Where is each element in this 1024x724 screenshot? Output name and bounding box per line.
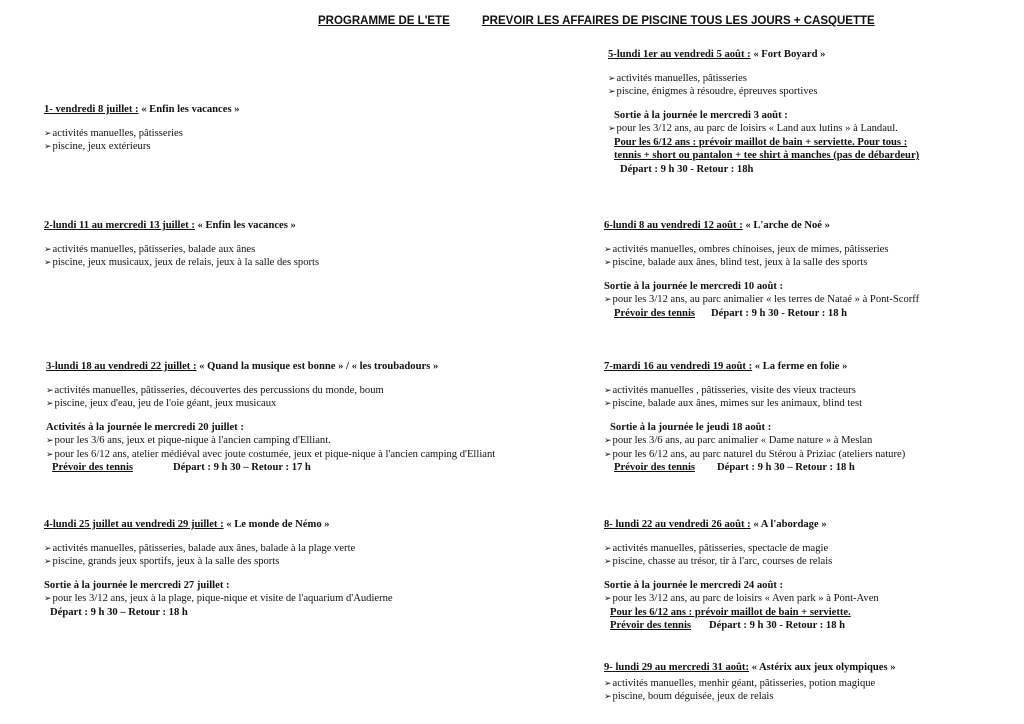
week-title: 7-mardi 16 au vendredi 19 août : « La ferme en folie » <box>604 361 848 372</box>
pool-reminder: PREVOIR LES AFFAIRES DE PISCINE TOUS LES JOURS + CASQUETTE <box>482 15 875 27</box>
list-item: ➢ piscine, énigmes à résoudre, épreuves sportives <box>608 85 1023 99</box>
week-8 <box>604 518 1019 633</box>
list-item: ➢ pour les 3/12 ans, au parc de loisirs « Land aux lutins » à Landaul. <box>608 122 1023 136</box>
list-item: ➢ pour les 3/6 ans, au parc animalier « Dame nature » à Meslan <box>604 434 1019 448</box>
list-item: ➢ activités manuelles, pâtisseries, découvertes des percussions du monde, boum <box>46 384 586 398</box>
practical-info: Prévoir des tennis Départ : 9 h 30 – Retour : 17 h <box>52 462 311 473</box>
list-item: ➢ piscine, jeux musicaux, jeux de relais, jeux à la salle des sports <box>44 256 584 270</box>
practical-info: Prévoir des tennis Départ : 9 h 30 – Retour : 18 h <box>614 462 855 473</box>
week-title: 2-lundi 11 au mercredi 13 juillet : « Enfin les vacances » <box>44 220 296 231</box>
list-item: ➢ piscine, balade aux ânes, mimes sur les animaux, blind test <box>604 397 1019 411</box>
list-item: ➢ activités manuelles, pâtisseries <box>608 72 1023 86</box>
list-item: ➢ pour les 3/12 ans, au parc animalier « les terres de Nataé » à Pont-Scorff <box>604 293 1019 307</box>
week-title: 4-lundi 25 juillet au vendredi 29 juillet : « Le monde de Némo » <box>44 519 330 530</box>
practical-info: Départ : 9 h 30 – Retour : 18 h <box>50 606 188 618</box>
practical-info: Départ : 9 h 30 - Retour : 18h <box>620 163 754 175</box>
week-title: 8- lundi 22 au vendredi 26 août : « A l'abordage » <box>604 519 827 530</box>
list-item: ➢ activités manuelles, pâtisseries, balade aux ânes, balade à la plage verte <box>44 542 584 556</box>
list-item: ➢ pour les 6/12 ans, au parc naturel du Stérou à Priziac (ateliers nature) <box>604 448 1019 462</box>
right-column <box>604 0 1019 724</box>
week-title: 6-lundi 8 au vendredi 12 août : « L'arche de Noé » <box>604 220 830 231</box>
week-7 <box>604 360 1019 475</box>
clothing-note: tennis + short ou pantalon + tee shirt à manches (pas de débardeur) <box>614 150 920 161</box>
outing-title: Sortie à la journée le mercredi 10 août : <box>604 280 784 292</box>
list-item: ➢ activités manuelles , pâtisseries, visite des vieux tracteurs <box>604 384 1019 398</box>
week-title: 1- vendredi 8 juillet : « Enfin les vacances » <box>44 104 240 115</box>
week-6 <box>604 219 1019 320</box>
week-2 <box>44 219 584 270</box>
week-4 <box>44 518 584 619</box>
practical-info: Prévoir des tennis Départ : 9 h 30 - Retour : 18 h <box>610 620 846 631</box>
week-3 <box>46 360 586 475</box>
week-1 <box>44 103 584 154</box>
list-item: ➢ piscine, grands jeux sportifs, jeux à la salle des sports <box>44 555 584 569</box>
program-title: PROGRAMME DE L'ETE <box>318 15 450 27</box>
outing-title: Sortie à la journée le jeudi 18 août : <box>610 421 772 433</box>
list-item: ➢ pour les 3/12 ans, jeux à la plage, pique-nique et visite de l'aquarium d'Audierne <box>44 592 584 606</box>
week-title: 3-lundi 18 au vendredi 22 juillet : « Quand la musique est bonne » / « les troubadours » <box>46 361 439 372</box>
list-item: ➢ activités manuelles, pâtisseries, spectacle de magie <box>604 542 1019 556</box>
swim-note: Pour les 6/12 ans : prévoir maillot de bain + serviette. <box>610 606 851 618</box>
outing-title: Sortie à la journée le mercredi 24 août : <box>604 579 784 591</box>
list-item: ➢ piscine, balade aux ânes, blind test, jeux à la salle des sports <box>604 256 1019 270</box>
week-title: 9- lundi 29 au mercredi 31 août: « Astérix aux jeux olympiques » <box>604 662 896 673</box>
list-item: ➢ pour les 3/6 ans, jeux et pique-nique à l'ancien camping d'Elliant. <box>46 434 586 448</box>
list-item: ➢ activités manuelles, menhir géant, pâtisseries, potion magique <box>604 677 1019 691</box>
list-item: ➢ pour les 3/12 ans, au parc de loisirs « Aven park » à Pont-Aven <box>604 592 1019 606</box>
week-5 <box>608 48 1023 176</box>
left-column <box>44 0 584 724</box>
list-item: ➢ piscine, chasse au trésor, tir à l'arc, courses de relais <box>604 555 1019 569</box>
practical-info: Prévoir des tennis Départ : 9 h 30 - Retour : 18 h <box>614 307 848 319</box>
outing-title: Sortie à la journée le mercredi 27 juillet : <box>44 579 230 591</box>
week-title: 5-lundi 1er au vendredi 5 août : « Fort Boyard » <box>608 49 826 60</box>
list-item: ➢ pour les 6/12 ans, atelier médiéval avec joute costumée, jeux et pique-nique à l'ancien camping d'Elliant <box>46 448 586 462</box>
list-item: ➢ activités manuelles, pâtisseries, balade aux ânes <box>44 243 584 257</box>
list-item: ➢ piscine, jeux d'eau, jeu de l'oie géant, jeux musicaux <box>46 397 586 411</box>
list-item: ➢ activités manuelles, pâtisseries <box>44 127 584 141</box>
list-item: ➢ piscine, jeux extérieurs <box>44 140 584 154</box>
week-9 <box>604 661 1019 704</box>
list-item: ➢ activités manuelles, ombres chinoises, jeux de mimes, pâtisseries <box>604 243 1019 257</box>
outing-title: Activités à la journée le mercredi 20 juillet : <box>46 421 244 433</box>
list-item: ➢ piscine, boum déguisée, jeux de relais <box>604 690 1019 704</box>
outing-title: Sortie à la journée le mercredi 3 août : <box>614 109 788 121</box>
swim-note: Pour les 6/12 ans : prévoir maillot de bain + serviette. Pour tous : <box>614 136 908 148</box>
